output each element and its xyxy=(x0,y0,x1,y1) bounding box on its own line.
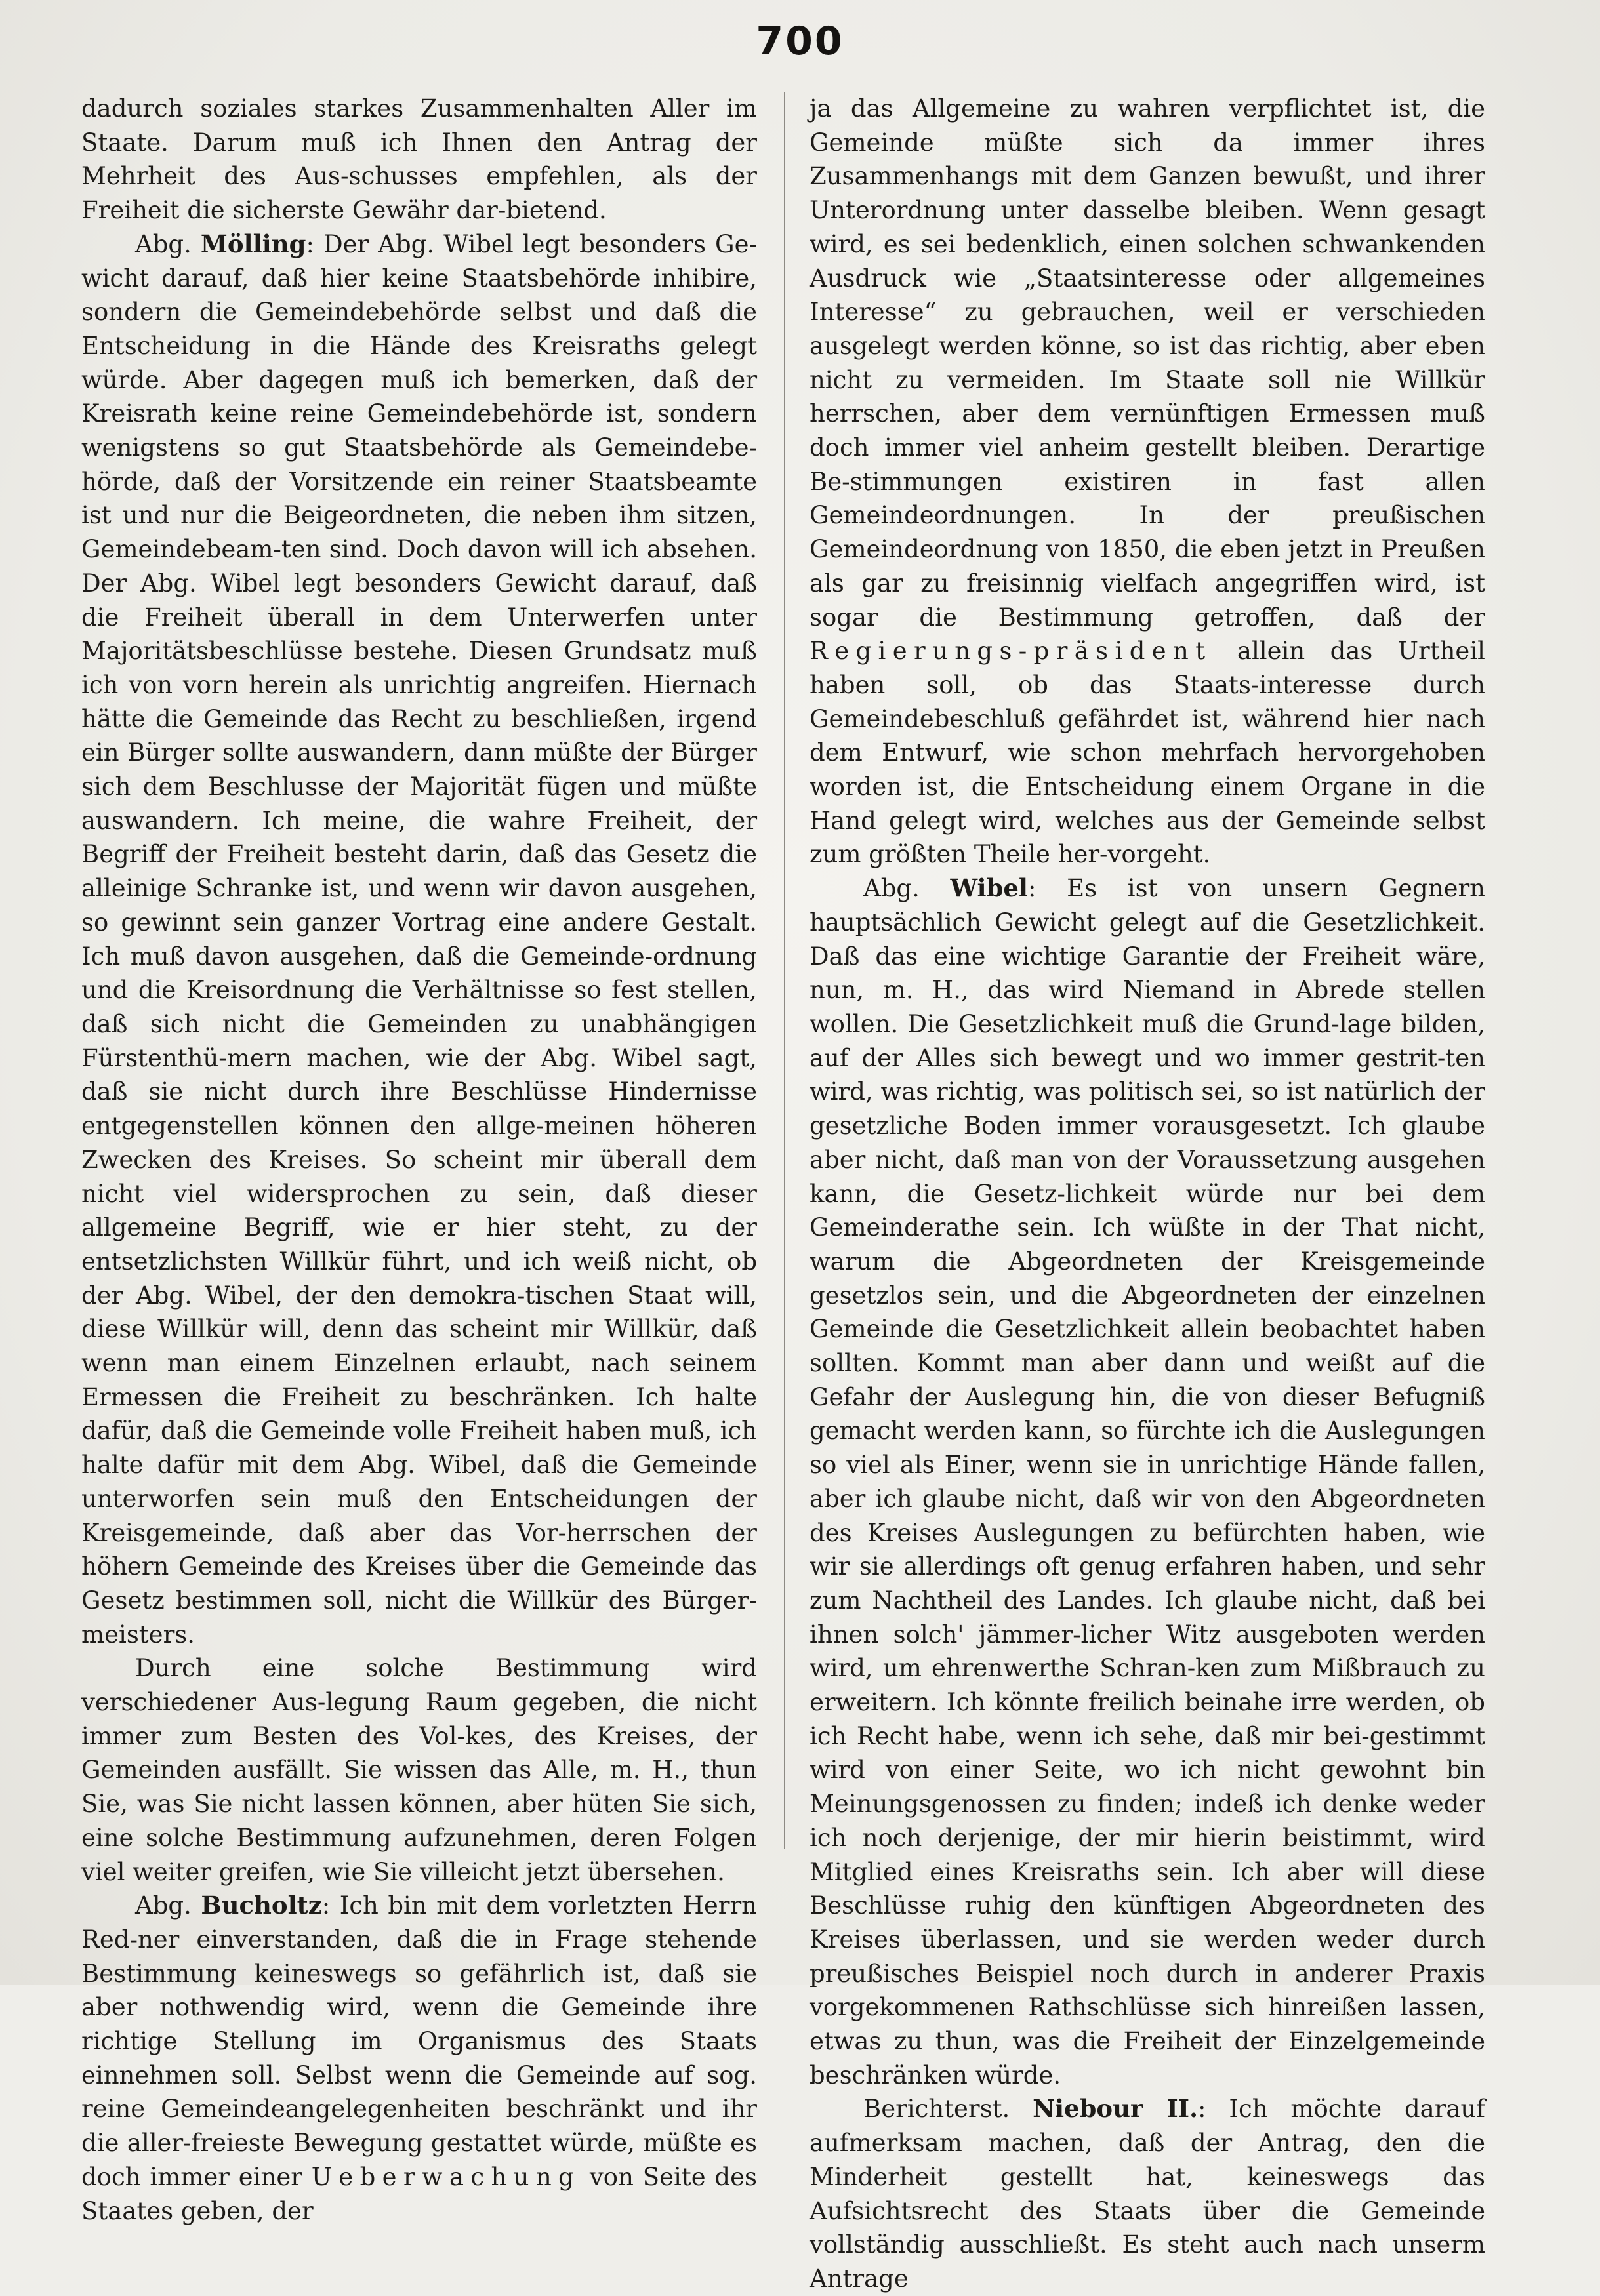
speaker-title: Abg. xyxy=(135,1891,201,1920)
speaker-title: Berichterst. xyxy=(863,2095,1033,2124)
left-column xyxy=(81,92,757,2225)
paragraph xyxy=(81,228,757,1652)
speaker-name: Bucholtz xyxy=(201,1891,322,1920)
paragraph xyxy=(81,1889,757,2228)
paragraph xyxy=(810,2092,1485,2295)
paragraph-text: ja das Allgemeine zu wahren verpflichtet ist, die Gemeinde müßte sich da immer ihres Zusammenhangs mit dem Ganzen bewußt, und ihrer Unterordnung unter dasselbe bleiben. Wenn gesagt wird, es sei bedenklich, einen solchen schwankenden Ausdruck wie „Staatsinteresse oder allgemeines Interesse“ zu gebrauchen, weil er verschieden ausgelegt werden könne, so ist das richtig, aber eben nicht zu vermeiden. Im Staate soll nie Willkür herrschen, aber dem vernünftigen Ermessen muß doch immer viel anheim gestellt bleiben. Derartige Be-stimmungen existiren in fast allen Gemeindeordnungen. In der preußischen Gemeindeordnung von 1850, die eben jetzt in Preußen als gar zu freisinnig vielfach angegriffen wird, ist sogar die Bestimmung getroffen, daß der xyxy=(810,94,1485,632)
paragraph xyxy=(81,92,757,228)
column-divider xyxy=(784,92,785,1849)
paragraph-text: : Ich bin mit dem vorletzten Herrn Red-ner einverstanden, daß die in Frage stehende Bestimmung keineswegs so gefährlich ist, daß sie aber nothwendig wird, wenn die Gemeinde ihre richtige Stellung im Organismus des Staats einnehmen soll. Selbst wenn die Gemeinde auf sog. reine Gemeindeangelegenheiten beschränkt und ihr die aller-freieste Bewegung gestattet würde, müßte es doch immer einer xyxy=(81,1891,757,2191)
paragraph-text-tail: von Seite des Staates geben, der xyxy=(81,2162,757,2225)
paragraph-text: : Ich möchte darauf aufmerksam machen, daß der Antrag, den die Minderheit gestellt hat, keineswegs das Aufsichtsrecht des Staats über die Gemeinde vollständig ausschließt. Es steht auch nach unserm Antrage xyxy=(810,2095,1485,2293)
paragraph-text: dadurch soziales starkes Zusammenhalten Aller im Staate. Darum muß ich Ihnen den Antrag der Mehrheit des Aus-schusses empfehlen, als der Freiheit die sicherste Gewähr dar-bietend. xyxy=(81,94,757,225)
paragraph-text: Durch eine solche Bestimmung wird verschiedener Aus-legung Raum gegeben, die nicht immer zum Besten des Vol-kes, des Kreises, der Gemeinden ausfällt. Sie wissen das Alle, m. H., thun Sie, was Sie nicht lassen können, aber hüten Sie sich, eine solche Bestimmung aufzunehmen, deren Folgen viel weiter greifen, wie Sie villeicht jetzt übersehen. xyxy=(81,1654,757,1886)
right-column xyxy=(810,92,1485,2293)
paragraph xyxy=(810,872,1485,2092)
speaker-title: Abg. xyxy=(135,230,201,258)
paragraph-text: : Der Abg. Wibel legt besonders Ge-wicht darauf, daß hier keine Staatsbehörde inhibire, sondern die Gemeindebehörde selbst und daß die Entscheidung in die Hände des Kreisraths gelegt würde. Aber dagegen muß ich bemerken, daß der Kreisrath keine reine Gemeindebehörde ist, sondern wenigstens so gut Staatsbehörde als Gemeindebe-hörde, daß der Vorsitzende ein reiner Staatsbeamte ist und nur die Beigeordneten, die neben ihm sitzen, Gemeindebeam-ten sind. Doch davon will ich absehen. Der Abg. Wibel legt besonders Gewicht darauf, daß die Freiheit überall in dem Unterwerfen unter Majoritätsbeschlüsse bestehe. Diesen Grundsatz muß ich von vorn herein als unrichtig angreifen. Hiernach hätte die Gemeinde das Recht zu beschließen, irgend ein Bürger sollte auswandern, dann müßte der Bürger sich dem Beschlusse der Majorität fügen und müßte auswandern. Ich meine, die wahre Freiheit, der Begriff der Freiheit besteht darin, daß das Gesetz die alleinige Schranke ist, und wenn wir davon ausgehen, so gewinnt sein ganzer Vortrag eine andere Gestalt. Ich muß davon ausgehen, daß die Gemeinde-ordnung und die Kreisordnung die Verhältnisse so fest stellen, daß sich nicht die Gemeinden zu unabhängigen Fürstenthü-mern machen, wie der Abg. Wibel sagt, daß sie nicht durch ihre Beschlüsse Hindernisse entgegenstellen können den allge-meinen höheren Zwecken des Kreises. So scheint mir überall dem nicht viel widersprochen zu sein, daß dieser allgemeine Begriff, wie er hier steht, zu der entsetzlichsten Willkür führt, und ich weiß nicht, ob der Abg. Wibel, der den demokra-tischen Staat will, diese Willkür will, denn das scheint mir Willkür, daß wenn man einem Einzelnen erlaubt, nach seinem Ermessen die Freiheit zu beschränken. Ich halte dafür, daß die Gemeinde volle Freiheit haben muß, ich halte dafür mit dem Abg. Wibel, daß die Gemeinde unterworfen sein muß den Entscheidungen der Kreisgemeinde, daß aber das Vor-herrschen der höhern Gemeinde des Kreises über die Gemeinde das Gesetz bestimmen soll, nicht die Willkür des Bürger-meisters. xyxy=(81,230,757,1649)
paragraph-text: : Es ist von unsern Gegnern hauptsächlich Gewicht gelegt auf die Gesetzlichkeit. Daß das eine wichtige Garantie der Freiheit wäre, nun, m. H., das wird Niemand in Abrede stellen wollen. Die Gesetzlichkeit muß die Grund-lage bilden, auf der Alles sich bewegt und wo immer gestrit-ten wird, was richtig, was politisch sei, so ist natürlich der gesetzliche Boden immer vorausgesetzt. Ich glaube aber nicht, daß man von der Voraussetzung ausgehen kann, die Gesetz-lichkeit würde nur bei dem Gemeinderathe sein. Ich wüßte in der That nicht, warum die Abgeordneten der Kreisgemeinde gesetzlos sein, und die Abgeordneten der einzelnen Gemeinde die Gesetzlichkeit allein beobachtet haben sollten. Kommt man aber dann und weißt auf die Gefahr der Auslegung hin, die von dieser Befugniß gemacht werden kann, so fürchte ich die Auslegungen so viel als Einer, wenn sie in unrichtige Hände fallen, aber ich glaube nicht, daß wir von den Abgeordneten des Kreises Auslegungen zu befürchten haben, wie wir sie allerdings oft genug erfahren haben, und sehr zum Nachtheil des Landes. Ich glaube nicht, daß bei ihnen solch' jämmer-licher Witz ausgeboten werden wird, um ehrenwerthe Schran-ken zum Mißbrauch zu erweitern. Ich könnte freilich beinahe irre werden, ob ich Recht habe, wenn ich sehe, daß mir bei-gestimmt wird von einer Seite, wo ich nicht gewohnt bin Meinungsgenossen zu finden; indeß ich denke weder ich noch derjenige, der mir hierin beistimmt, wird Mitglied eines Kreisraths sein. Ich aber will diese Beschlüsse ruhig den künftigen Abgeordneten des Kreises überlassen, und sie werden weder durch preußisches Beispiel noch durch in anderer Praxis vorgekommenen Rathschlüsse sich hinreißen lassen, etwas zu thun, was die Freiheit der Einzelgemeinde beschränken würde. xyxy=(810,874,1485,2089)
speaker-name: Niebour II. xyxy=(1033,2094,1198,2124)
paragraph xyxy=(810,92,1485,872)
page-number: 700 xyxy=(756,18,844,64)
emphasized-text: Regierungs-präsident xyxy=(810,637,1212,666)
emphasized-text: Ueberwachung xyxy=(311,2162,581,2191)
speaker-name: Mölling xyxy=(200,229,306,258)
speaker-name: Wibel xyxy=(950,874,1028,903)
paragraph-text-tail: allein das Urtheil haben soll, ob das Staats-interesse durch Gemeindebeschluß gefährdet ist, während hier nach dem Entwurf, wie schon mehrfach hervorgehoben worden ist, die Entscheidung einem Organe in die Hand gelegt wird, welches aus der Gemeinde selbst zum größten Theile her-vorgeht. xyxy=(810,637,1485,869)
speaker-title: Abg. xyxy=(863,874,951,903)
paragraph xyxy=(81,1651,757,1889)
